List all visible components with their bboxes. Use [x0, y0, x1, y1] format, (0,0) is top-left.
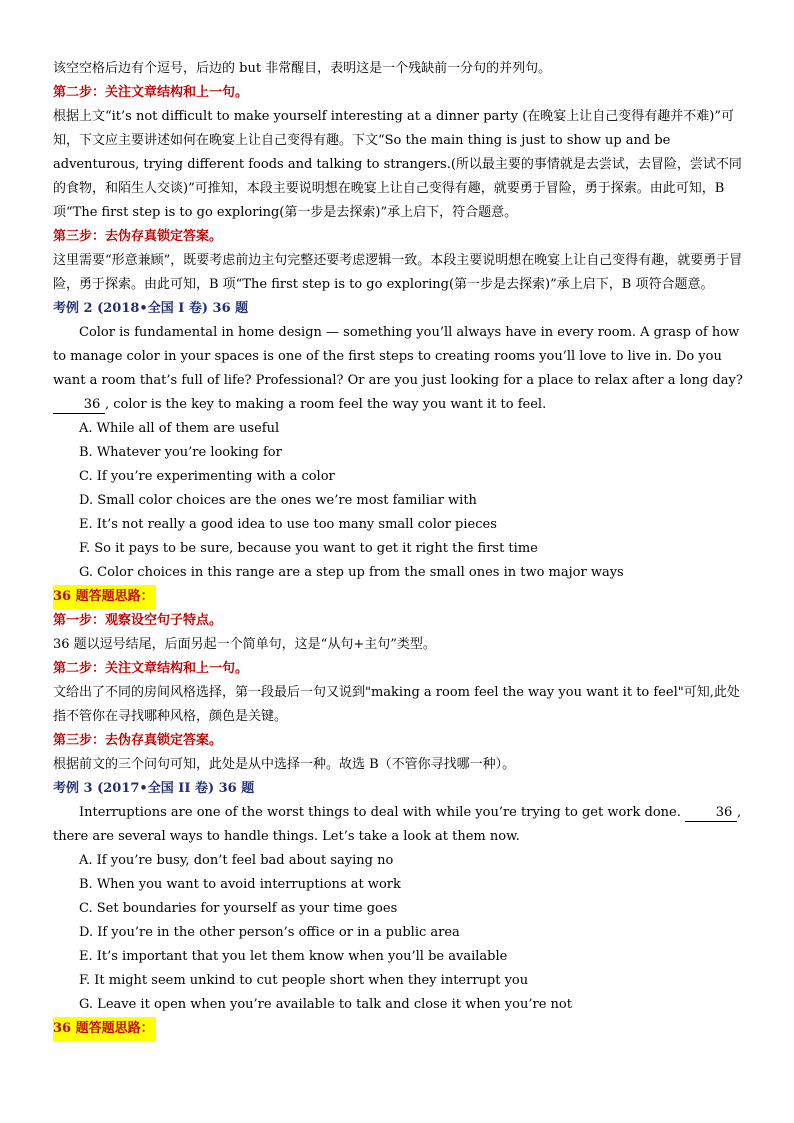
ex3-analysis-title: 36 题答题思路：: [53, 1017, 156, 1041]
ex1-step3-text: 这里需要“形意兼顾”，既要考虑前边主句完整还要考虑逻辑一致。本段主要说明想在晚宴上让自己变得有趣，就要勇于冒险，勇于探索。由此可知，B 项“The first step is to go exploring(第一步是去探索)”承上启下，B 项符合题意。: [53, 253, 743, 292]
ex2-blank: 36: [53, 396, 105, 414]
ex2-step1-title: 第一步：观察设空句子特点。: [53, 613, 223, 628]
ex2-step1-text: 36 题以逗号结尾，后面另起一个简单句，这是“从句+主句”类型。: [53, 637, 436, 652]
ex3-option: C. Set boundaries for yourself as your time goes: [79, 901, 398, 916]
ex2-title: 考例 2 (2018•全国 I 卷) 36 题: [53, 301, 249, 316]
ex2-option: E. It’s not really a good idea to use too many small color pieces: [79, 517, 497, 532]
ex2-step2-title: 第二步：关注文章结构和上一句。: [53, 661, 249, 676]
ex2-analysis-title: 36 题答题思路：: [53, 585, 156, 609]
document-page: [53, 57, 743, 1041]
ex3-analysis-title-row: [53, 1017, 743, 1041]
ex3-option: G. Leave it open when you’re available to talk and close it when you’re not: [79, 997, 572, 1012]
ex2-passage-after: , color is the key to making a room feel the way you want it to feel.: [105, 397, 547, 412]
ex2-option: C. If you’re experimenting with a color: [79, 469, 335, 484]
ex2-option: B. Whatever you’re looking for: [79, 445, 282, 460]
ex2-step3-text: 根据前文的三个问句可知，此处是从中选择一种。故选 B（不管你寻找哪一种）。: [53, 757, 516, 772]
ex3-blank: 36: [685, 804, 737, 822]
ex2-option: A. While all of them are useful: [79, 421, 280, 436]
ex2-option: F. So it pays to be sure, because you want to get it right the first time: [79, 541, 538, 556]
ex2-option: G. Color choices in this range are a step up from the small ones in two major ways: [79, 565, 624, 580]
ex2-step3-title: 第三步：去伪存真锁定答案。: [53, 733, 223, 748]
ex3-option: B. When you want to avoid interruptions at work: [79, 877, 401, 892]
ex2-passage-before: Color is fundamental in home design — something you’ll always have in every room. A grasp of how to manage color in your spaces is one of the first steps to creating rooms you’ll love to live in. Do you want a room that’s full of life? Professional? Or are you just looking for a place to relax after a long day?: [53, 325, 743, 388]
ex2-step2-text: 文给出了不同的房间风格选择，第一段最后一句又说到"making a room feel the way you want it to feel"可知,此处指不管你在寻找哪种风格，颜色是关键。: [53, 685, 740, 724]
ex1-step3-title: 第三步：去伪存真锁定答案。: [53, 229, 223, 244]
ex2-option: D. Small color choices are the ones we’re most familiar with: [79, 493, 477, 508]
ex3-option: E. It’s important that you let them know when you’ll be available: [79, 949, 508, 964]
ex3-option: D. If you’re in the other person’s office or in a public area: [79, 925, 460, 940]
ex3-option: F. It might seem unkind to cut people short when they interrupt you: [79, 973, 529, 988]
ex3-option: A. If you’re busy, don’t feel bad about saying no: [79, 853, 394, 868]
ex2-passage: [53, 321, 743, 417]
ex1-step2-text: 根据上文“it’s not difficult to make yourself interesting at a dinner party (在晚宴上让自己变得有趣并不难)”可知，下文应主要讲述如何在晚宴上让自己变得有趣。下文“So the main thing is just to show up and be adventurous, trying different foods and talking to strangers.(所以最主要的事情就是去尝试，去冒险，尝试不同的食物，和陌生人交谈)”可推知，本段主要说明想在晚宴上让自己变得有趣，就要勇于冒险，勇于探索。由此可知，B 项“The first step is to go exploring(第一步是去探索)”承上启下，符合题意。: [53, 109, 742, 220]
ex1-step2-title: 第二步：关注文章结构和上一句。: [53, 85, 249, 100]
ex3-passage-after: , there are several ways to handle things. Let’s take a look at them now.: [53, 805, 742, 844]
ex3-passage-before: Interruptions are one of the worst things to deal with while you’re trying to get work done.: [79, 805, 685, 820]
ex3-passage: [53, 801, 743, 849]
intro-line: 该空空格后边有个逗号，后边的 but 非常醒目，表明这是一个残缺前一分句的并列句。: [53, 61, 552, 76]
ex2-analysis-title-row: [53, 585, 743, 609]
ex3-title: 考例 3 (2017•全国 II 卷) 36 题: [53, 781, 255, 796]
